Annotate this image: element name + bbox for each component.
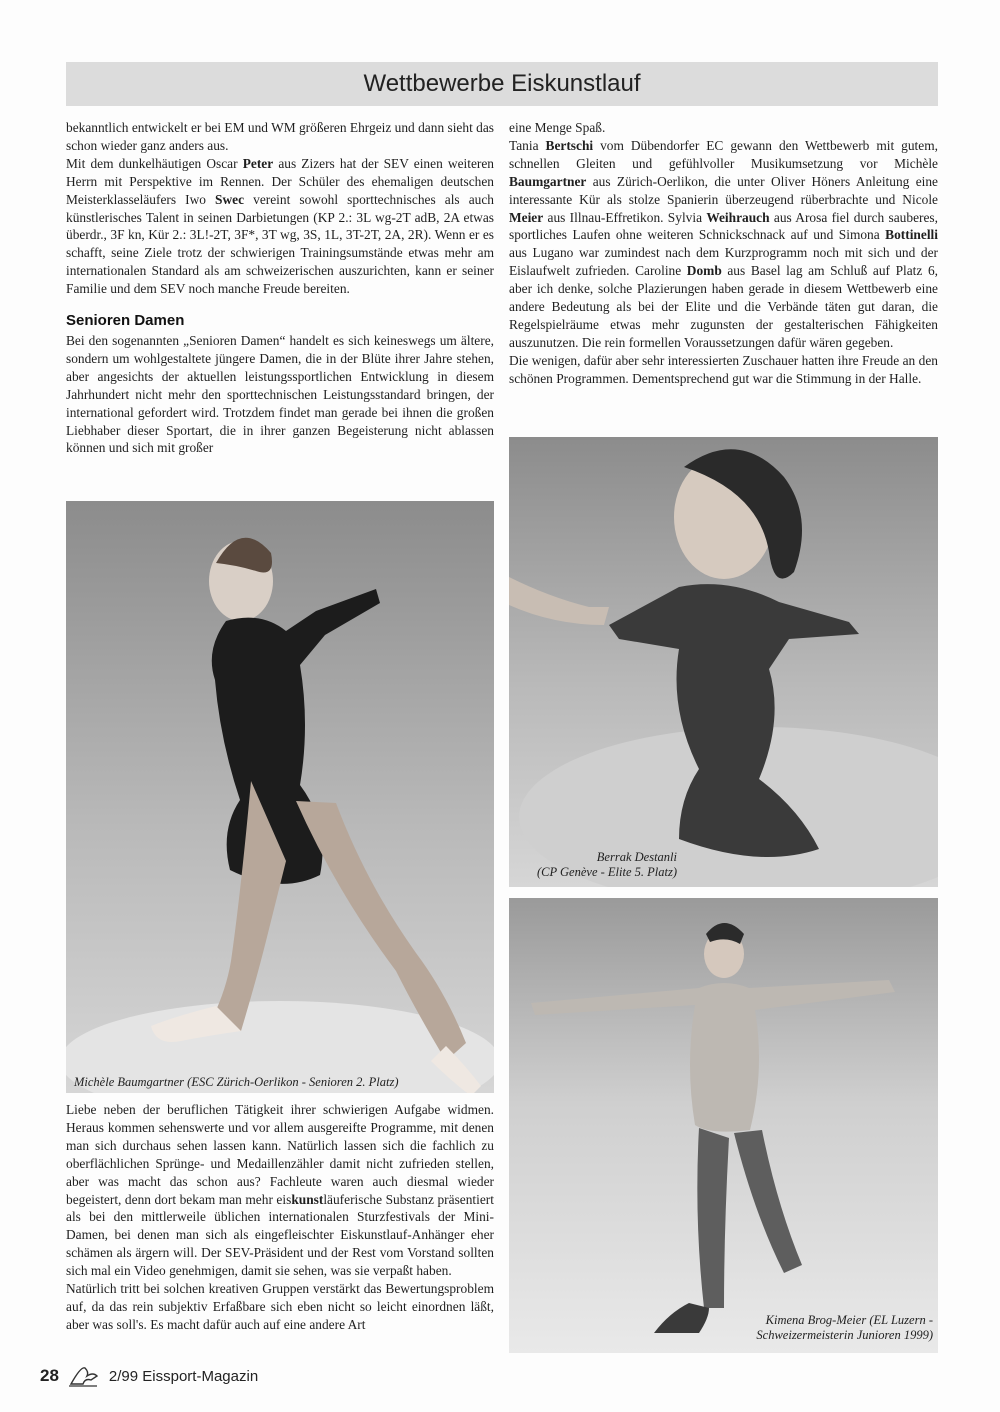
paragraph: eine Menge Spaß. (509, 120, 606, 135)
subheading-senioren-damen: Senioren Damen (66, 312, 185, 330)
page-footer (40, 1364, 258, 1388)
caption-line: (CP Genève - Elite 5. Platz) (536, 865, 677, 879)
section-header (66, 62, 938, 106)
paragraph: Die wenigen, dafür aber sehr interessierten Zuschauer hatten ihre Freude an den schönen Programmen. Dementsprechend gut war die Stimmung in der Halle. (509, 352, 938, 386)
paragraph: Natürlich tritt bei solchen kreativen Gruppen verstärkt das Bewertungsproblem auf, da das rein subjektiv Erfaßbare sich eben nicht so leicht einordnen läßt, aber was soll's. Es macht dafür auch auf eine andere Art (66, 1281, 494, 1332)
photo-caption: Michèle Baumgartner (ESC Zürich-Oerlikon - Senioren 2. Platz) (74, 1075, 399, 1089)
photo-skater-kimena-brog-meier (509, 898, 938, 1353)
paragraph: Tania Bertschi vom Dübendorfer EC gewann den Wettbewerb mit gutem, schnellen Gleiten und gefühlvoller Musikumsetzung vor Michèle Baumgartner aus Zürich-Oerlikon, die unter Oliver Höners Anleitung eine interessante Kür als stolze Spanierin überzeugend rüberbrachte und Nicole Meier aus Illnau-Effretikon. Sylvia Weihrauch aus Arosa fiel durch sauberes, sportliches Laufen ohne weiteren Schnickschnack auf und Simona Bottinelli aus Lugano war zumindest nach dem Kurzprogramm noch mit sich und der Eislaufwelt zufrieden. Caroline Domb aus Basel lag am Schluß auf Platz 6, aber ich denke, solche Plazierungen haben gerade in diesem Wettbewerb eine andere Bedeutung als bei der Elite und die Verbände täten gut daran, die Regelspielräume etwas mehr zugunsten der gestalterischen Fähigkeiten auszunutzen. Die rein formellen Voraussetzungen dafür wären gegeben. (509, 137, 938, 350)
photo-skater-michele-baumgartner (66, 501, 494, 1093)
skater-silhouette-icon (509, 437, 938, 887)
skater-silhouette-icon (509, 898, 938, 1353)
paragraph: Liebe neben der beruflichen Tätigkeit ihrer schwierigen Aufgabe widmen. Heraus kommen sehenswerte und vor allem ausgereifte Programme, mit denen man sich durchaus sehen lassen kann. Natürlich lassen sich die fachlich zu oberflächlichen Sprünge- und Medaillenzähler damit nicht zufrieden stellen, aber was macht das schon aus? Fachleute waren auch diesmal wieder begeistert, denn dort bekam man mehr eiskunstläuferische Substanz präsentiert als bei den mittlerweile üblichen internationalen Sturzfestivals der Mini-Damen, bei denen man sich als eingefleischter Eiskunstlauf-Anhänger eher schämen als ärgern will. Der SEV-Präsident und der Rest vom Vorstand sollten sich mal ein Video genehmigen, damit sie sehen, was sie verpaßt haben. (66, 1102, 494, 1279)
paragraph: bekanntlich entwickelt er bei EM und WM größeren Ehrgeiz und dann sieht das schon wieder ganz anders aus. (66, 120, 494, 153)
section-title: Wettbewerbe Eiskunstlauf (363, 70, 641, 97)
skater-silhouette-icon (66, 501, 494, 1093)
caption-line: Schweizermeisterin Junioren 1999) (756, 1328, 933, 1342)
paragraph: Mit dem dunkelhäutigen Oscar Peter aus Zizers hat der SEV einen weiteren Herrn mit Perspektive im Rennen. Der Schüler des ehemaligen deutschen Meisterklasseläufers Iwo Swec vereint sowohl sporttechnisches als auch künstlerisches Talent in seinen Darbietungen (KP 2.: 3L wg-2T adB, 2A etwas überdr., 3F kn, Kür 2.: 3L!-2T, 3F*, 3T wg, 3S, 1L, 3T-2T, 2A, 2R). Wenn er es schafft, seine Ziele trotz der schwierigen Trainingsumstände etwas mehr am internationalen Standard als am schweizerischen auszurichten, kann er seiner Familie und dem SEV noch manche Freude bereiten. (66, 155, 494, 297)
issue-label: 2/99 Eissport-Magazin (108, 1367, 259, 1385)
page-number: 28 (40, 1366, 59, 1385)
caption-line: Kimena Brog-Meier (EL Luzern - (765, 1313, 933, 1327)
paragraph: Bei den sogenannten „Senioren Damen“ handelt es sich keineswegs um ältere, sondern um wohlgestaltete jüngere Damen, die in der Blüte ihrer Jahre stehen, aber angesichts der aktuellen leistungssportlichen Entwicklung in diesem Jahrhundert nicht mehr den sporttechnischen Leistungsstandard bringen, der international gefordert wird. Trotzdem findet man gerade bei ihnen die großen Liebhaber dieser Sportart, die in ihrer ganzen Begeisterung nicht ablassen können und sich mit großer (66, 332, 494, 456)
skater-logo-icon (67, 1364, 101, 1388)
photo-skater-berrak-destanli (509, 437, 938, 887)
right-column-top (509, 119, 938, 388)
photo-caption (509, 850, 677, 880)
photo-caption (700, 1313, 933, 1343)
left-column-top (66, 119, 494, 457)
left-column-bottom (66, 1101, 494, 1334)
caption-line: Berrak Destanli (596, 850, 677, 864)
